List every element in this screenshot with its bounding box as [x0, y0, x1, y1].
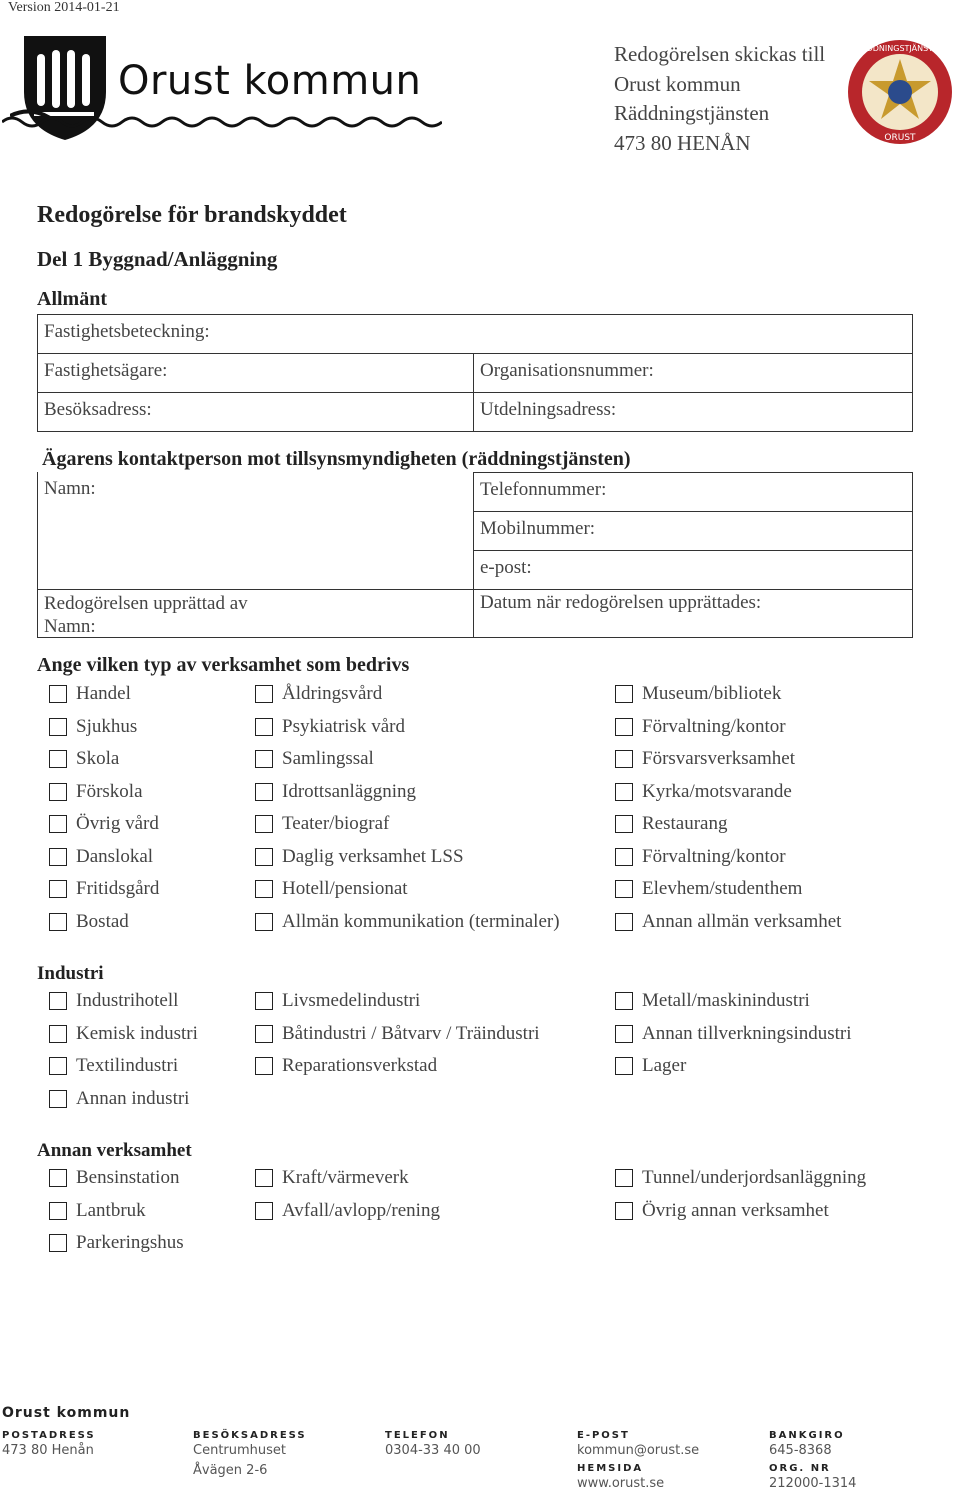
checkbox[interactable]: [255, 750, 273, 768]
checkbox-label: Danslokal: [76, 845, 154, 867]
field-label: Organisationsnummer:: [480, 360, 654, 381]
checkbox-label: Elevhem/studenthem: [642, 878, 803, 899]
visit-address-field[interactable]: [37, 392, 474, 432]
checkbox-option[interactable]: [49, 683, 131, 705]
checkbox[interactable]: [255, 718, 273, 736]
checkbox-option[interactable]: [615, 1167, 866, 1189]
checkbox-label: Fritidsgård: [76, 878, 160, 899]
checkbox-label: Förvaltning/kontor: [642, 845, 786, 867]
section-industry-heading: Industri: [37, 963, 104, 984]
checkbox-option[interactable]: [255, 911, 560, 933]
footer-visit: [193, 1430, 307, 1481]
checkbox-label: Teater/biograf: [282, 813, 390, 834]
checkbox[interactable]: [49, 1202, 67, 1220]
send-to-line: Räddningstjänsten: [614, 101, 770, 125]
footer-value: Åvägen 2-6: [193, 1463, 268, 1478]
checkbox-label: Skola: [76, 748, 120, 769]
checkbox[interactable]: [49, 1057, 67, 1075]
checkbox-option[interactable]: [49, 1232, 184, 1254]
checkbox-option[interactable]: [615, 748, 795, 770]
checkbox-label: Avfall/avlopp/rening: [282, 1199, 440, 1221]
checkbox-label: Förvaltning/kontor: [642, 715, 786, 737]
field-label: Besöksadress:: [44, 399, 152, 420]
checkbox-label: Annan tillverkningsindustri: [642, 1022, 852, 1044]
checkbox[interactable]: [49, 848, 67, 866]
checkbox-option[interactable]: [49, 878, 159, 900]
footer-label: TELEFON: [385, 1430, 450, 1441]
checkbox[interactable]: [255, 880, 273, 898]
footer-phone: [385, 1430, 481, 1461]
checkbox[interactable]: [49, 685, 67, 703]
footer-bank: [769, 1430, 856, 1494]
checkbox-option[interactable]: [255, 1200, 440, 1222]
checkbox-label: Lager: [642, 1055, 687, 1076]
checkbox-option[interactable]: [255, 683, 382, 705]
checkbox-label: Hotell/pensionat: [282, 878, 408, 899]
checkbox-label: Idrottsanläggning: [282, 780, 417, 802]
checkbox[interactable]: [615, 1169, 633, 1187]
checkbox-option[interactable]: [615, 1055, 686, 1077]
checkbox-label: Lantbruk: [76, 1199, 146, 1221]
checkbox[interactable]: [49, 880, 67, 898]
fire-service-seal: [843, 37, 957, 147]
email-field[interactable]: [473, 550, 913, 590]
checkbox-option[interactable]: [615, 813, 727, 835]
page-subtitle: Del 1 Byggnad/Anläggning: [37, 247, 278, 271]
footer-label: ORG. NR: [769, 1463, 831, 1474]
seal-top-text: RÄDDNINGSTJÄNSTEN: [855, 44, 945, 53]
checkbox[interactable]: [615, 718, 633, 736]
checkbox-option[interactable]: [49, 1023, 198, 1045]
checkbox-option[interactable]: [49, 813, 159, 835]
field-label: Namn:: [44, 616, 96, 637]
section-activity-heading: Ange vilken typ av verksamhet som bedrivs: [37, 654, 410, 676]
field-label: Namn:: [44, 478, 96, 499]
checkbox-label: Kemisk industri: [76, 1022, 198, 1044]
checkbox-option[interactable]: [255, 878, 408, 900]
owner-field[interactable]: [37, 353, 474, 393]
checkbox[interactable]: [255, 815, 273, 833]
footer-web-link[interactable]: www.orust.se: [577, 1476, 665, 1491]
checkbox[interactable]: [49, 1169, 67, 1187]
checkbox-label: Museum/bibliotek: [642, 683, 782, 704]
checkbox-option[interactable]: [49, 748, 119, 770]
checkbox[interactable]: [49, 913, 67, 931]
footer-label: BANKGIRO: [769, 1430, 845, 1441]
checkbox[interactable]: [255, 1202, 273, 1220]
field-label: Fastighetsägare:: [44, 360, 168, 381]
field-label: Utdelningsadress:: [480, 399, 617, 420]
checkbox-option[interactable]: [255, 1167, 409, 1189]
footer-value: Centrumhuset: [193, 1443, 287, 1458]
checkbox-option[interactable]: [255, 846, 464, 868]
checkbox[interactable]: [615, 913, 633, 931]
checkbox-option[interactable]: [615, 1200, 829, 1222]
checkbox-label: Samlingssal: [282, 748, 374, 769]
checkbox[interactable]: [255, 992, 273, 1010]
phone-field[interactable]: [473, 472, 913, 512]
send-to-line: 473 80 HENÅN: [614, 130, 751, 155]
checkbox-option[interactable]: [49, 1088, 189, 1110]
footer-label: E-POST: [577, 1430, 630, 1441]
checkbox-option[interactable]: [255, 781, 416, 803]
checkbox-option[interactable]: [615, 683, 781, 705]
field-label: Mobilnummer:: [480, 518, 596, 539]
checkbox-option[interactable]: [49, 1167, 179, 1189]
checkbox[interactable]: [615, 685, 633, 703]
checkbox-label: Allmän kommunikation (terminaler): [282, 910, 560, 932]
checkbox-label: Förskola: [76, 780, 143, 802]
checkbox[interactable]: [49, 815, 67, 833]
checkbox-option[interactable]: [49, 781, 143, 803]
footer-value: kommun@orust.se: [577, 1443, 700, 1458]
checkbox-label: Parkeringshus: [76, 1232, 184, 1253]
footer-value: 645-8368: [769, 1443, 832, 1458]
checkbox-label: Textilindustri: [76, 1055, 179, 1076]
footer-postal: [2, 1430, 96, 1461]
checkbox[interactable]: [49, 1025, 67, 1043]
field-label: e-post:: [480, 557, 532, 578]
delivery-address-field[interactable]: [473, 392, 913, 432]
checkbox-option[interactable]: [49, 1200, 146, 1222]
field-label: Fastighetsbeteckning:: [44, 321, 210, 342]
checkbox-label: Industrihotell: [76, 990, 179, 1011]
checkbox-label: Försvarsverksamhet: [642, 748, 796, 769]
checkbox[interactable]: [49, 783, 67, 801]
date-field[interactable]: [473, 589, 913, 638]
checkbox-label: Psykiatrisk vård: [282, 715, 405, 737]
checkbox-label: Handel: [76, 683, 131, 704]
field-label: Datum när redogörelsen upprättades:: [480, 592, 762, 613]
checkbox-label: Övrig vård: [76, 813, 159, 834]
seal-bottom-text: ORUST: [884, 133, 916, 143]
checkbox-option[interactable]: [49, 846, 153, 868]
checkbox-label: Kraft/värmeverk: [282, 1167, 409, 1188]
checkbox[interactable]: [615, 783, 633, 801]
checkbox-label: Daglig verksamhet LSS: [282, 845, 464, 867]
checkbox[interactable]: [615, 815, 633, 833]
checkbox[interactable]: [255, 1169, 273, 1187]
checkbox-label: Kyrka/motsvarande: [642, 780, 792, 802]
checkbox[interactable]: [49, 718, 67, 736]
checkbox[interactable]: [615, 1202, 633, 1220]
footer-label: POSTADRESS: [2, 1430, 96, 1441]
send-to-line: Redogörelsen skickas till: [614, 42, 826, 66]
checkbox-option[interactable]: [615, 781, 792, 803]
checkbox[interactable]: [615, 848, 633, 866]
checkbox-option[interactable]: [255, 990, 420, 1012]
checkbox[interactable]: [615, 1025, 633, 1043]
fire-seal-icon: [843, 37, 957, 147]
send-to-line: Orust kommun: [614, 71, 741, 96]
footer-value: 0304-33 40 00: [385, 1443, 481, 1458]
checkbox-label: Livsmedelindustri: [282, 990, 421, 1011]
checkbox-label: Övrig annan verksamhet: [642, 1199, 829, 1221]
checkbox-option[interactable]: [255, 716, 405, 738]
footer-label: BESÖKSADRESS: [193, 1430, 307, 1441]
checkbox-option[interactable]: [49, 911, 129, 933]
checkbox[interactable]: [49, 992, 67, 1010]
checkbox[interactable]: [255, 848, 273, 866]
checkbox-option[interactable]: [615, 1023, 852, 1045]
checkbox-option[interactable]: [615, 990, 810, 1012]
checkbox[interactable]: [49, 1234, 67, 1252]
checkbox-option[interactable]: [49, 716, 137, 738]
page-title: Redogörelse för brandskyddet: [37, 202, 347, 228]
section-contact-heading: Ägarens kontaktperson mot tillsynsmyndigheten (räddningstjänsten): [42, 448, 631, 470]
checkbox-option[interactable]: [615, 878, 802, 900]
field-label: Telefonnummer:: [480, 479, 607, 500]
checkbox-label: Annan industri: [76, 1087, 190, 1109]
checkbox[interactable]: [615, 1057, 633, 1075]
version-label: Version 2014-01-21: [8, 0, 120, 15]
checkbox-option[interactable]: [615, 911, 841, 933]
footer-email: [577, 1430, 699, 1494]
property-id-field[interactable]: [37, 314, 913, 354]
checkbox[interactable]: [255, 913, 273, 931]
checkbox-option[interactable]: [49, 1055, 178, 1077]
checkbox-label: Bostad: [76, 910, 129, 932]
checkbox[interactable]: [255, 783, 273, 801]
checkbox-label: Bensinstation: [76, 1167, 180, 1188]
org-number-field[interactable]: [473, 353, 913, 393]
checkbox[interactable]: [255, 1025, 273, 1043]
checkbox[interactable]: [255, 1057, 273, 1075]
send-to-address: [614, 40, 825, 158]
checkbox-label: Restaurang: [642, 813, 728, 834]
prepared-by-field[interactable]: [37, 589, 474, 638]
checkbox[interactable]: [615, 992, 633, 1010]
checkbox-option[interactable]: [49, 990, 178, 1012]
checkbox[interactable]: [615, 750, 633, 768]
checkbox-label: Annan allmän verksamhet: [642, 910, 842, 932]
checkbox[interactable]: [615, 880, 633, 898]
checkbox-option[interactable]: [615, 846, 786, 868]
checkbox-label: Tunnel/underjordsanläggning: [642, 1167, 867, 1188]
checkbox[interactable]: [255, 685, 273, 703]
checkbox-option[interactable]: [255, 1055, 437, 1077]
checkbox[interactable]: [49, 1090, 67, 1108]
checkbox[interactable]: [49, 750, 67, 768]
section-general-heading: Allmänt: [37, 288, 107, 310]
footer-value: 473 80 Henån: [2, 1443, 94, 1458]
footer-label: HEMSIDA: [577, 1463, 644, 1474]
checkbox-label: Metall/maskinindustri: [642, 990, 810, 1011]
mobile-field[interactable]: [473, 511, 913, 551]
checkbox-label: Båtindustri / Båtvarv / Träindustri: [282, 1022, 540, 1044]
field-label: Redogörelsen upprättad av: [44, 593, 248, 614]
contact-name-field[interactable]: [37, 472, 474, 590]
checkbox-label: Reparationsverkstad: [282, 1055, 438, 1076]
checkbox-label: Åldringsvård: [282, 683, 383, 704]
checkbox-option[interactable]: [255, 813, 389, 835]
checkbox-option[interactable]: [255, 1023, 540, 1045]
footer-value: 212000-1314: [769, 1476, 857, 1491]
wave-line-icon: [2, 112, 442, 132]
logo-text: Orust kommun: [118, 58, 422, 104]
checkbox-label: Sjukhus: [76, 715, 138, 737]
footer-org: Orust kommun: [2, 1405, 131, 1421]
checkbox-option[interactable]: [615, 716, 786, 738]
checkbox-option[interactable]: [255, 748, 374, 770]
section-other-heading: Annan verksamhet: [37, 1140, 192, 1161]
